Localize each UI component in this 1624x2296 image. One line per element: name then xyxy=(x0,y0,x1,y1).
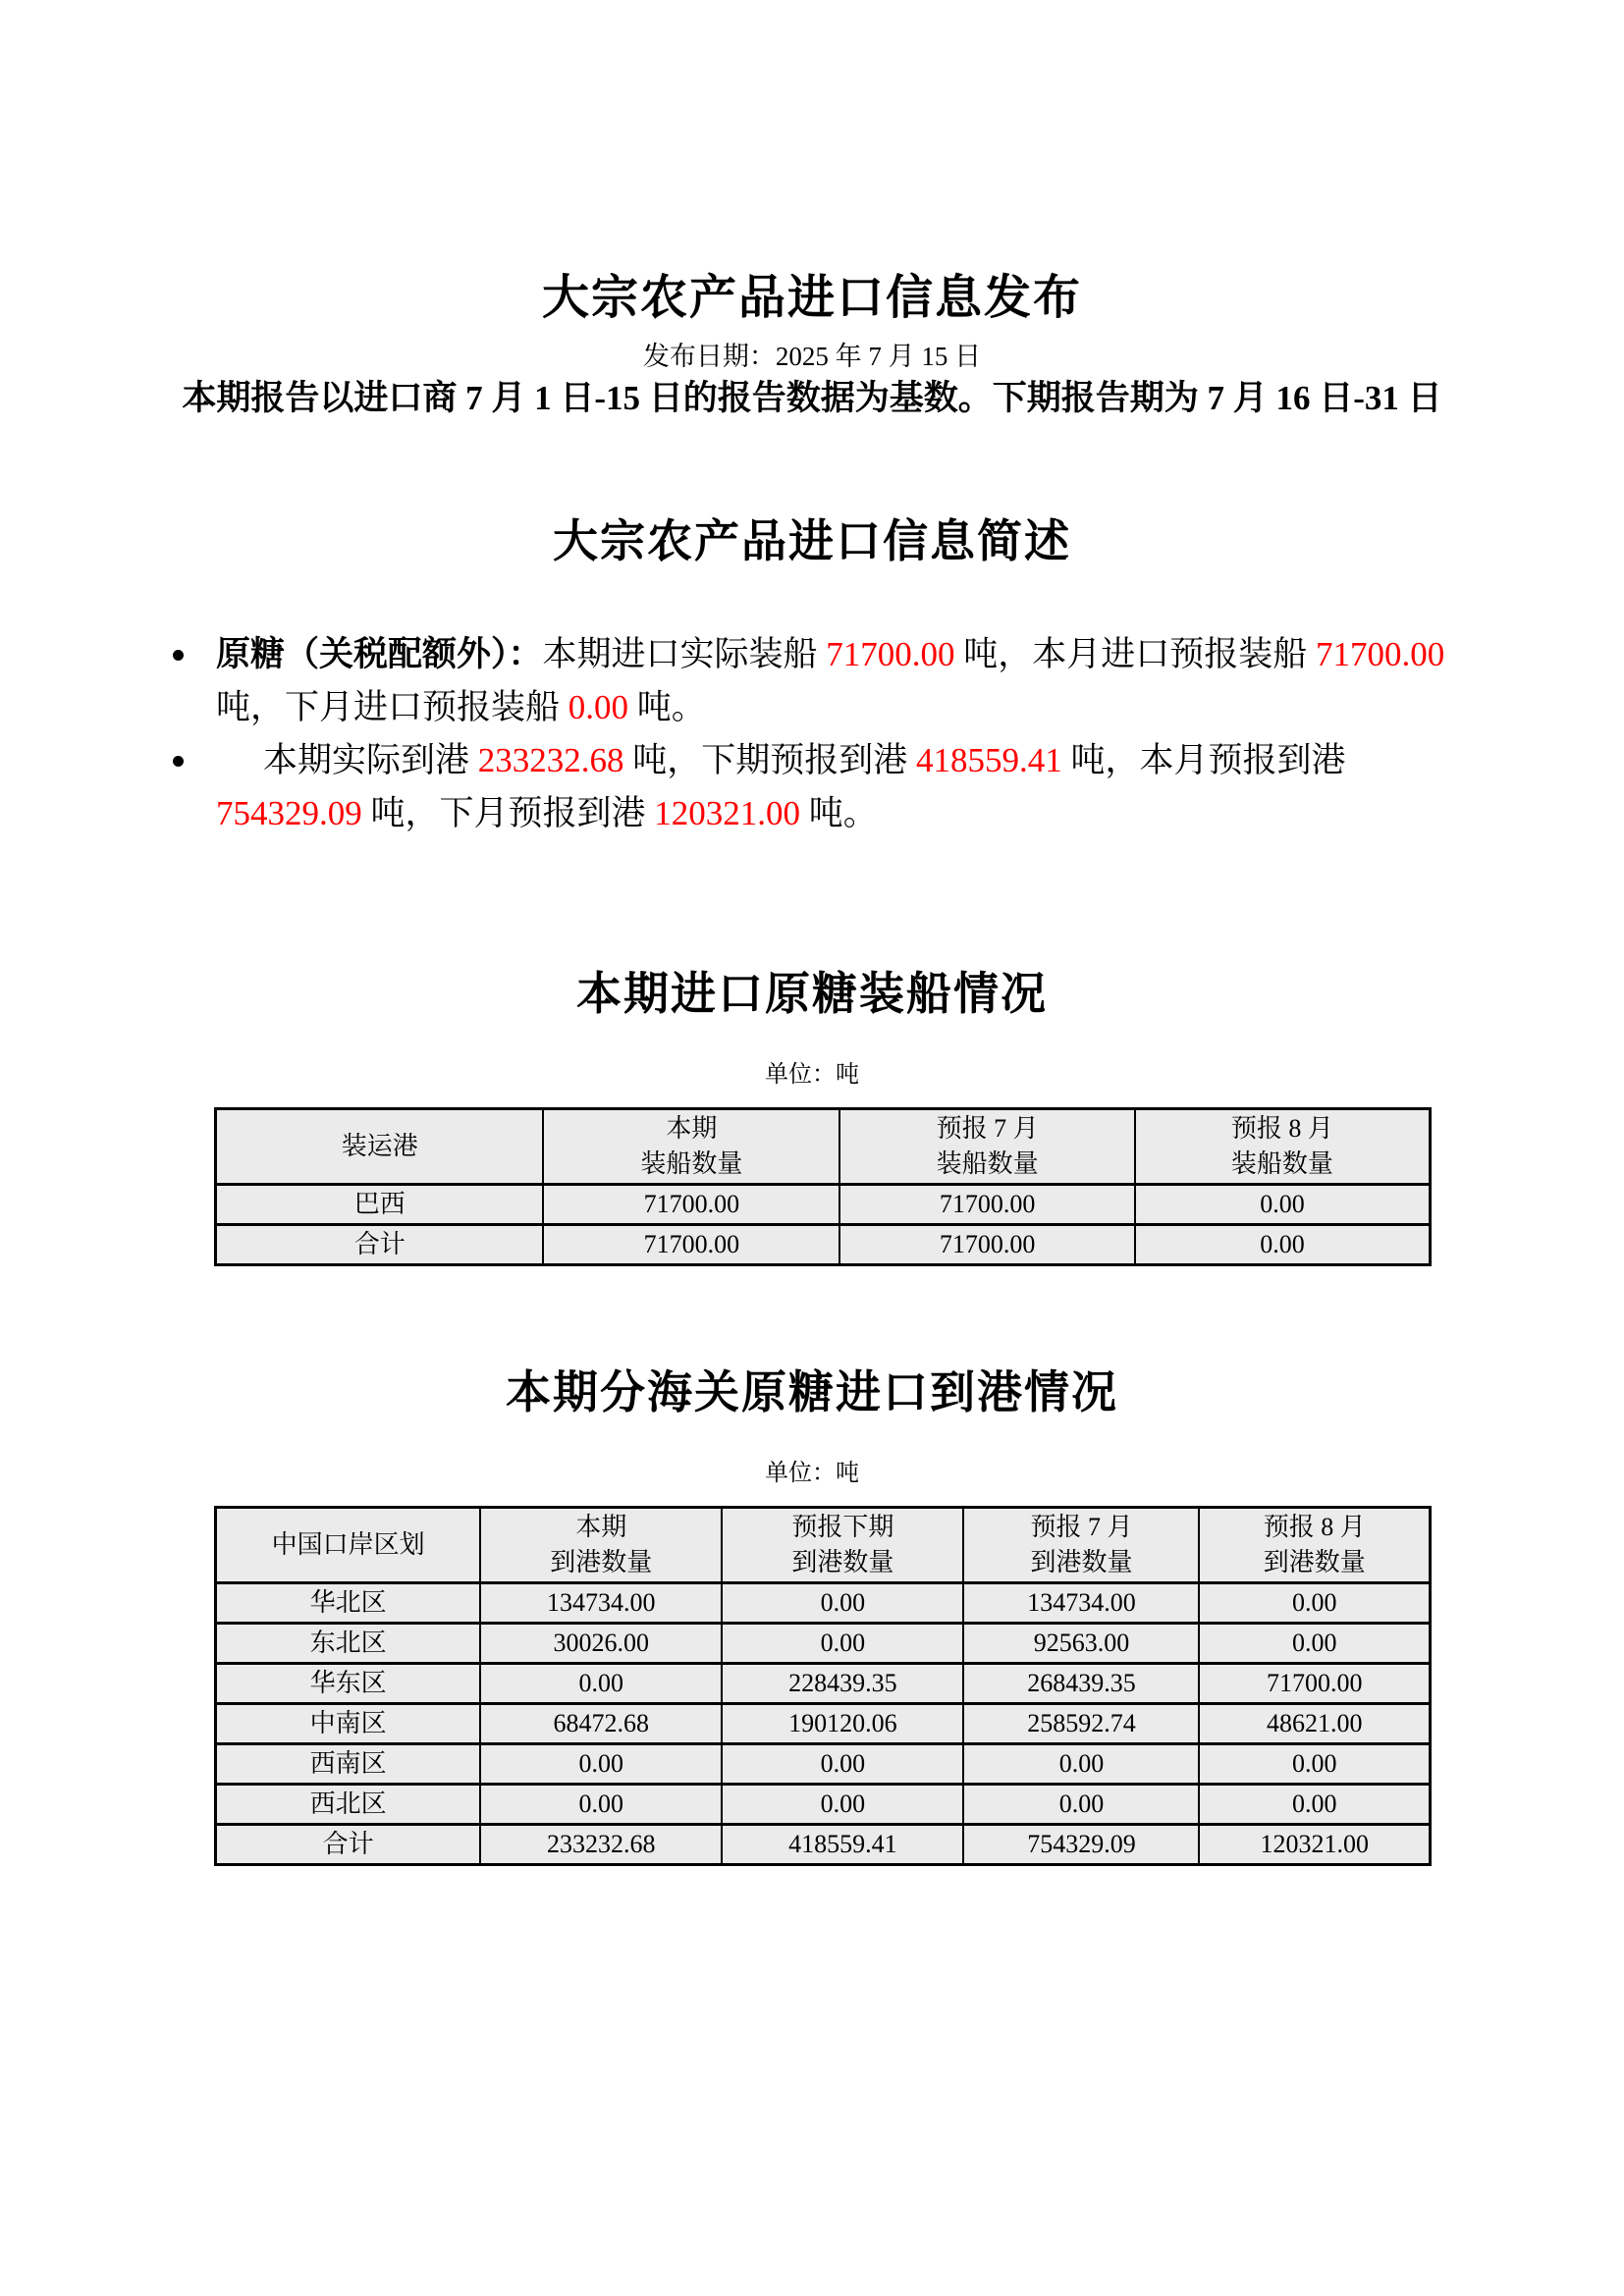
table-cell: 华东区 xyxy=(216,1664,481,1704)
table-cell: 71700.00 xyxy=(1199,1664,1430,1704)
summary-section-heading: 大宗农产品进口信息简述 xyxy=(553,516,1071,566)
shipping-unit-label: 单位：吨 xyxy=(765,1062,859,1088)
highlighted-value: 418559.41 xyxy=(916,741,1062,779)
publish-date: 发布日期：2025 年 7 月 15 日 xyxy=(642,342,982,371)
table-row xyxy=(216,1704,1431,1744)
text-segment: 吨。 xyxy=(628,688,706,726)
table-cell: 0.00 xyxy=(480,1744,722,1785)
text-segment: 吨，下期预报到港 xyxy=(623,741,917,779)
table-cell: 71700.00 xyxy=(839,1225,1135,1265)
highlighted-value: 120321.00 xyxy=(654,794,801,832)
table-cell: 0.00 xyxy=(1199,1624,1430,1664)
text-segment: 本期实际到港 xyxy=(263,741,478,779)
table-row xyxy=(216,1825,1431,1865)
table-cell: 0.00 xyxy=(1135,1225,1431,1265)
table-cell: 71700.00 xyxy=(839,1185,1135,1225)
text-segment: 吨，本月进口预报装船 xyxy=(954,635,1317,673)
table-cell: 合计 xyxy=(216,1825,481,1865)
table-cell: 754329.09 xyxy=(963,1825,1199,1865)
highlighted-value: 754329.09 xyxy=(216,794,362,832)
table-cell: 228439.35 xyxy=(722,1664,963,1704)
text-segment: 原糖（关税配额外）： xyxy=(216,635,543,673)
table-cell: 134734.00 xyxy=(480,1583,722,1624)
header-cell: 中国口岸区划 xyxy=(216,1508,481,1583)
arrival-section xyxy=(0,1364,1624,1866)
table-header-row xyxy=(216,1508,1431,1583)
table-cell: 418559.41 xyxy=(722,1825,963,1865)
table-cell: 华北区 xyxy=(216,1583,481,1624)
table-cell: 0.00 xyxy=(480,1785,722,1825)
table-row xyxy=(216,1664,1431,1704)
text-segment: 吨，下月预报到港 xyxy=(361,794,655,832)
table-cell: 0.00 xyxy=(1135,1185,1431,1225)
highlighted-value: 233232.68 xyxy=(477,741,624,779)
table-cell: 0.00 xyxy=(722,1744,963,1785)
table-row xyxy=(216,1185,1431,1225)
table-cell: 92563.00 xyxy=(963,1624,1199,1664)
header-cell: 本期 装船数量 xyxy=(543,1109,839,1185)
table-cell: 258592.74 xyxy=(963,1704,1199,1744)
table-row xyxy=(216,1624,1431,1664)
table-row xyxy=(216,1225,1431,1265)
table-cell: 120321.00 xyxy=(1199,1825,1430,1865)
table-cell: 71700.00 xyxy=(543,1185,839,1225)
shipping-section-heading: 本期进口原糖装船情况 xyxy=(576,969,1048,1019)
header-cell: 装运港 xyxy=(216,1109,544,1185)
header-cell: 预报 8 月 到港数量 xyxy=(1199,1508,1430,1583)
table-cell: 东北区 xyxy=(216,1624,481,1664)
highlighted-value: 0.00 xyxy=(568,688,629,726)
table-row xyxy=(216,1785,1431,1825)
highlighted-value: 71700.00 xyxy=(826,635,955,673)
table-cell: 0.00 xyxy=(722,1624,963,1664)
table-cell: 190120.06 xyxy=(722,1704,963,1744)
table-row xyxy=(216,1583,1431,1624)
table-cell: 0.00 xyxy=(963,1785,1199,1825)
header-cell: 预报 8 月 装船数量 xyxy=(1135,1109,1431,1185)
table-cell: 西北区 xyxy=(216,1785,481,1825)
text-segment: 吨，下月进口预报装船 xyxy=(216,688,568,726)
shipping-table xyxy=(214,1107,1432,1266)
page-title: 大宗农产品进口信息发布 xyxy=(541,272,1082,324)
table-row xyxy=(216,1744,1431,1785)
header-cell: 本期 到港数量 xyxy=(480,1508,722,1583)
bullet-icon xyxy=(173,756,184,767)
report-period-note: 本期报告以进口商 7 月 1 日-15 日的报告数据为基数。下期报告期为 7 月 16 日-31 日 xyxy=(182,379,1442,417)
text-segment: 吨。 xyxy=(800,794,878,832)
table-cell: 268439.35 xyxy=(963,1664,1199,1704)
table-cell: 巴西 xyxy=(216,1185,544,1225)
arrival-table-wrap xyxy=(214,1506,1432,1866)
bullet-item xyxy=(216,628,1492,734)
text-segment: 本期进口实际装船 xyxy=(542,635,827,673)
table-cell: 0.00 xyxy=(1199,1744,1430,1785)
bullet-icon xyxy=(173,650,184,661)
table-cell: 合计 xyxy=(216,1225,544,1265)
table-cell: 0.00 xyxy=(963,1744,1199,1785)
table-cell: 71700.00 xyxy=(543,1225,839,1265)
table-cell: 233232.68 xyxy=(480,1825,722,1865)
table-cell: 西南区 xyxy=(216,1744,481,1785)
table-cell: 0.00 xyxy=(722,1583,963,1624)
shipping-table-wrap xyxy=(214,1107,1432,1266)
table-cell: 0.00 xyxy=(480,1664,722,1704)
text-segment: 吨，本月预报到港 xyxy=(1061,741,1346,779)
table-header-row xyxy=(216,1109,1431,1185)
arrival-unit-label: 单位：吨 xyxy=(765,1461,859,1486)
table-cell: 30026.00 xyxy=(480,1624,722,1664)
header-cell: 预报 7 月 到港数量 xyxy=(963,1508,1199,1583)
table-cell: 中南区 xyxy=(216,1704,481,1744)
table-cell: 0.00 xyxy=(1199,1785,1430,1825)
bullet-item xyxy=(216,734,1492,840)
highlighted-value: 71700.00 xyxy=(1316,635,1445,673)
shipping-section xyxy=(0,966,1624,1266)
table-cell: 68472.68 xyxy=(480,1704,722,1744)
table-cell: 0.00 xyxy=(1199,1583,1430,1624)
arrival-table xyxy=(214,1506,1432,1866)
header-cell: 预报 7 月 装船数量 xyxy=(839,1109,1135,1185)
arrival-section-heading: 本期分海关原糖进口到港情况 xyxy=(506,1367,1118,1417)
table-cell: 48621.00 xyxy=(1199,1704,1430,1744)
summary-bullet-list xyxy=(216,628,1492,840)
table-cell: 134734.00 xyxy=(963,1583,1199,1624)
header-cell: 预报下期 到港数量 xyxy=(722,1508,963,1583)
table-cell: 0.00 xyxy=(722,1785,963,1825)
